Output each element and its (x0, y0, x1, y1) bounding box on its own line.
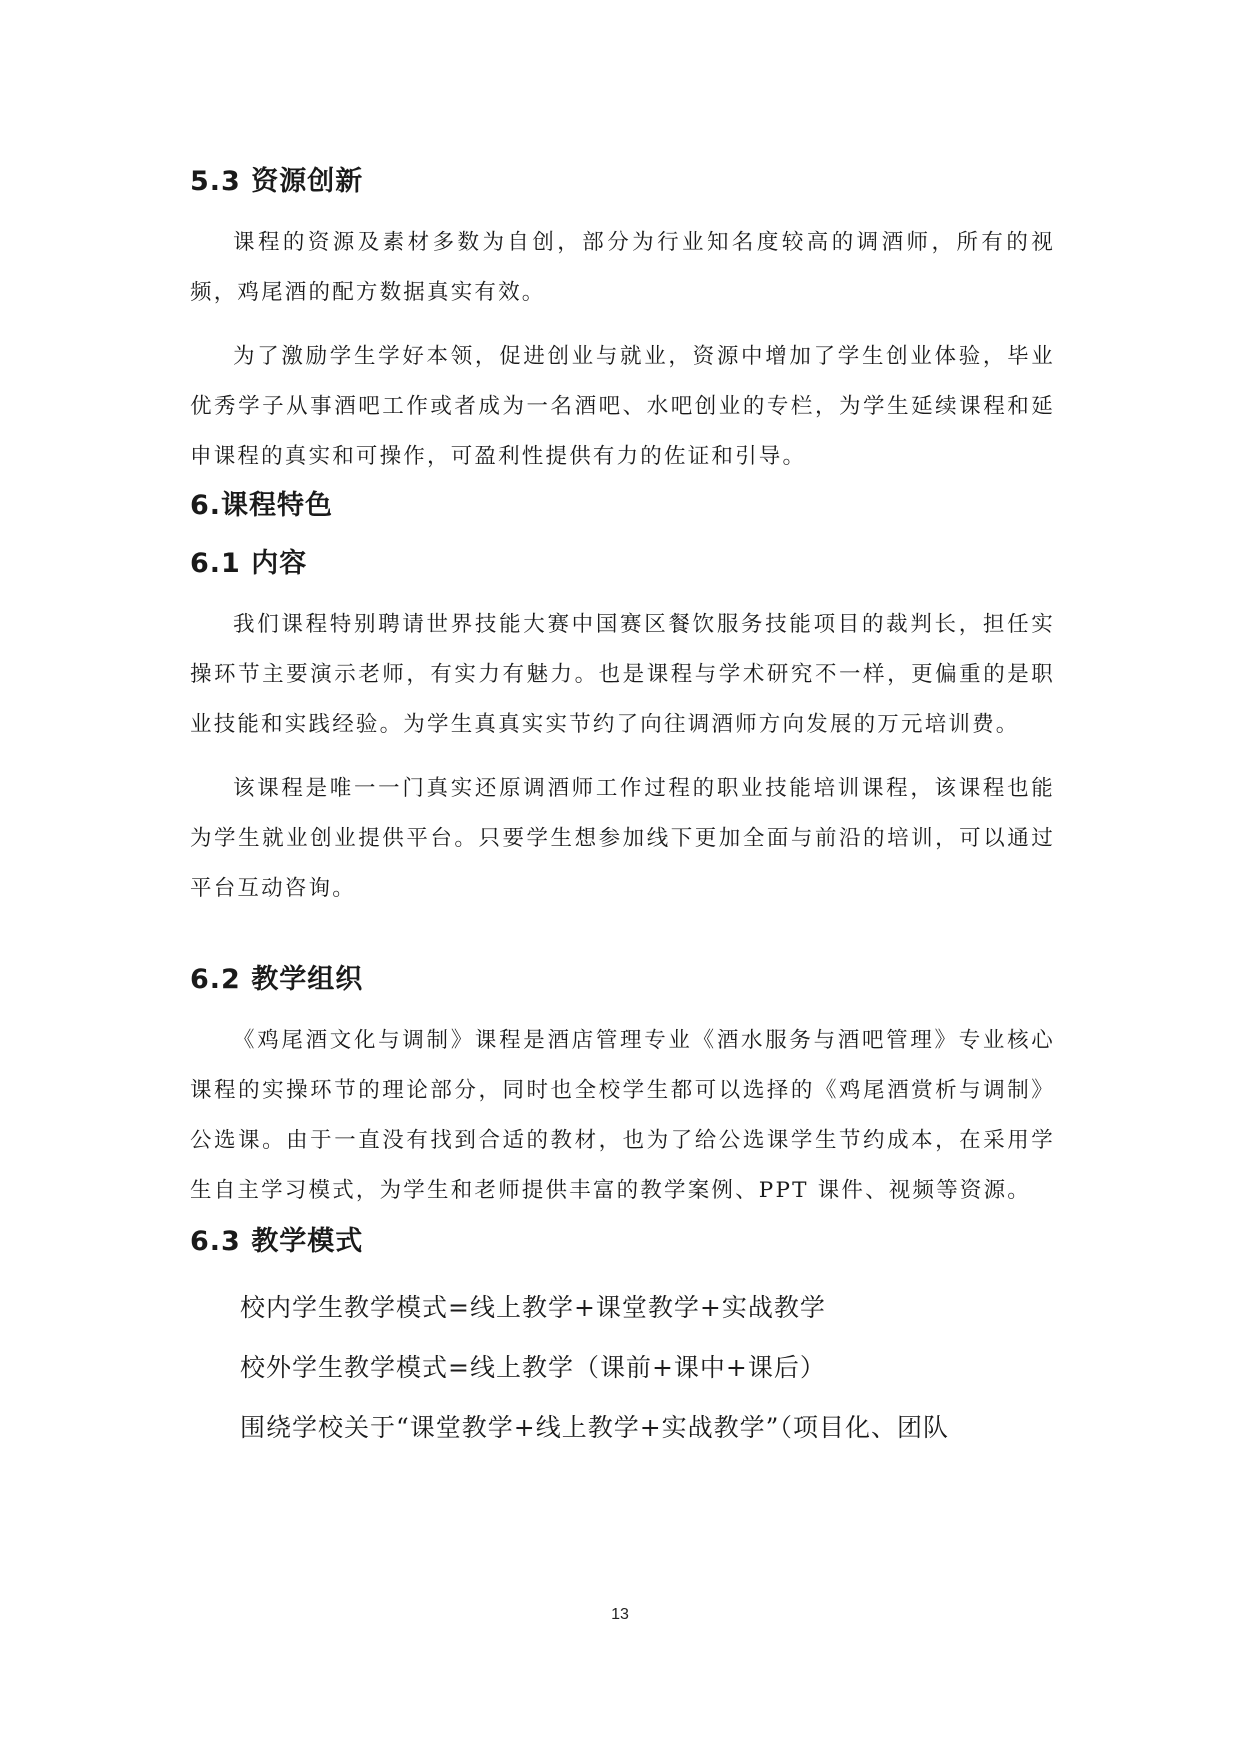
section-heading-6-3: 6.3 教学模式 (190, 1226, 364, 1257)
section-heading-6: 6.课程特色 (190, 490, 334, 521)
paragraph: 我们课程特别聘请世界技能大赛中国赛区餐饮服务技能项目的裁判长，担任实操环节主要演示老师，有实力有魅力。也是课程与学术研究不一样，更偏重的是职业技能和实践经验。为学生真真实实节约了向往调酒师方向发展的万元培训费。 (190, 612, 1055, 737)
section-heading-6-2: 6.2 教学组织 (190, 964, 364, 995)
section-heading-6-1: 6.1 内容 (190, 548, 308, 579)
document-page (190, 160, 1055, 1458)
paragraph: 为了激励学生学好本领，促进创业与就业，资源中增加了学生创业体验，毕业优秀学子从事酒吧工作或者成为一名酒吧、水吧创业的专栏，为学生延续课程和延申课程的真实和可操作，可盈利性提供有力的佐证和引导。 (190, 344, 1055, 469)
paragraph: 该课程是唯一一门真实还原调酒师工作过程的职业技能培训课程，该课程也能为学生就业创业提供平台。只要学生想参加线下更加全面与前沿的培训，可以通过平台互动咨询。 (190, 776, 1055, 901)
page-number: 13 (611, 1606, 629, 1623)
paragraph: 课程的资源及素材多数为自创，部分为行业知名度较高的调酒师，所有的视频，鸡尾酒的配方数据真实有效。 (190, 230, 1055, 305)
teaching-modes-list (190, 1278, 1055, 1458)
paragraph: 《鸡尾酒文化与调制》课程是酒店管理专业《酒水服务与酒吧管理》专业核心课程的实操环节的理论部分，同时也全校学生都可以选择的《鸡尾酒赏析与调制》公选课。由于一直没有找到合适的教材，也为了给公选课学生节约成本，在采用学生自主学习模式，为学生和老师提供丰富的教学案例、PPT 课件、视频等资源。 (190, 1028, 1055, 1203)
teaching-mode-line: 校外学生教学模式=线上教学（课前+课中+课后） (240, 1353, 826, 1382)
teaching-mode-line: 校内学生教学模式=线上教学+课堂教学+实战教学 (240, 1293, 826, 1322)
section-heading-5-3: 5.3 资源创新 (190, 166, 364, 197)
teaching-mode-line: 围绕学校关于“课堂教学+线上教学+实战教学”（项目化、团队 (240, 1413, 949, 1442)
